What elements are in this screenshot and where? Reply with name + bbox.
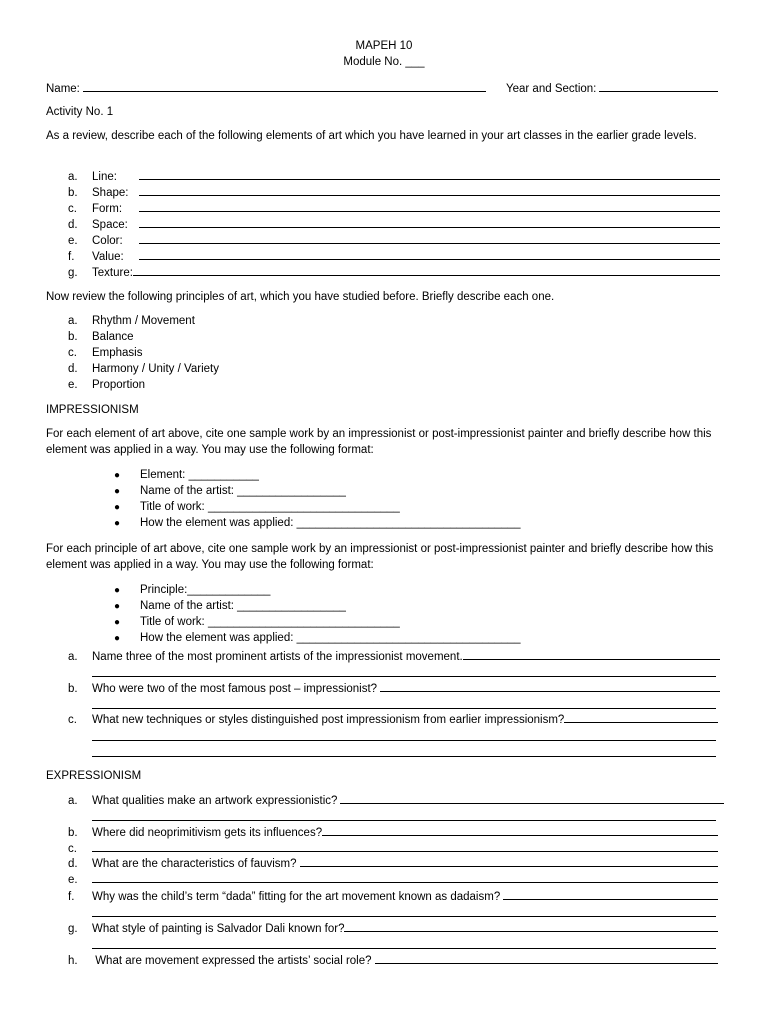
expressionism-heading: EXPRESSIONISM [46,770,142,782]
answer-line[interactable] [92,916,716,917]
element-row[interactable]: f. Value: [68,248,720,264]
element-row[interactable]: e. Color: [68,232,720,248]
principle-item: b. Balance [68,331,134,343]
question-row[interactable]: f. Why was the child’s term “dada” fitting for the art movement known as dadaism? [68,888,718,904]
name-field[interactable] [46,80,486,96]
answer-line[interactable] [92,740,716,741]
question-row[interactable]: b. Who were two of the most famous post – impressionist? [68,680,720,696]
impressionism-heading: IMPRESSIONISM [46,404,139,416]
question-row[interactable]: h. What are movement expressed the artists’ social role? [68,952,718,968]
format-item[interactable]: ● How the element was applied: ___________________________________ [114,517,521,529]
impressionism-element-intro: For each element of art above, cite one sample work by an impressionist or post-impressionist painter and briefly describe how this element was applied in a way. You may use the following format: [46,428,712,456]
answer-line[interactable] [92,708,716,709]
format-item[interactable]: ● Principle:_____________ [114,584,271,596]
review-intro: As a review, describe each of the following elements of art which you have learned in your art classes in the earlier grade levels. [46,130,697,142]
impressionism-principle-intro: For each principle of art above, cite one sample work by an impressionist or post-impressionist painter and briefly describe how this element was applied in a way. You may use the following format: [46,543,714,571]
element-row[interactable]: d. Space: [68,216,720,232]
principle-item: d. Harmony / Unity / Variety [68,363,219,375]
element-row[interactable]: g. Texture: [68,264,720,280]
format-item[interactable]: ● How the element was applied: ___________________________________ [114,632,521,644]
principles-intro: Now review the following principles of art, which you have studied before. Briefly describe each one. [46,291,555,303]
answer-line[interactable] [92,676,716,677]
question-row[interactable]: g. What style of painting is Salvador Dali known for? [68,920,718,936]
module-number: Module No. ___ [343,56,425,68]
question-row[interactable]: a. What qualities make an artwork expressionistic? [68,792,724,808]
year-section-label: Year and Section: [506,83,597,95]
question-row[interactable]: a. Name three of the most prominent artists of the impressionist movement. [68,648,720,664]
year-section-blank[interactable] [599,80,718,92]
question-row[interactable]: d. What are the characteristics of fauvism? [68,855,718,871]
format-item[interactable]: ● Name of the artist: _________________ [114,600,346,612]
element-row[interactable]: c. Form: [68,200,720,216]
principle-item: e. Proportion [68,379,146,391]
element-row[interactable]: a. Line: [68,168,720,184]
question-row[interactable]: c. What new techniques or styles distinguished post impressionism from earlier impressionism? [68,711,718,727]
name-label: Name: [46,83,80,95]
page-title: MAPEH 10 [355,40,413,52]
principle-item: a. Rhythm / Movement [68,315,195,327]
format-item[interactable]: ● Title of work: ______________________________ [114,616,400,628]
question-row[interactable]: b. Where did neoprimitivism gets its influences? [68,824,718,840]
format-item[interactable]: ● Element: ___________ [114,469,259,481]
question-row[interactable]: c. [68,840,718,856]
year-section-field[interactable] [506,80,718,96]
element-row[interactable]: b. Shape: [68,184,720,200]
format-item[interactable]: ● Title of work: ______________________________ [114,501,400,513]
answer-line[interactable] [92,820,716,821]
answer-line[interactable] [92,756,716,757]
activity-label: Activity No. 1 [46,106,114,118]
format-item[interactable]: ● Name of the artist: _________________ [114,485,346,497]
name-blank[interactable] [83,80,486,92]
question-row[interactable]: e. [68,871,718,887]
answer-line[interactable] [92,948,716,949]
principle-item: c. Emphasis [68,347,143,359]
